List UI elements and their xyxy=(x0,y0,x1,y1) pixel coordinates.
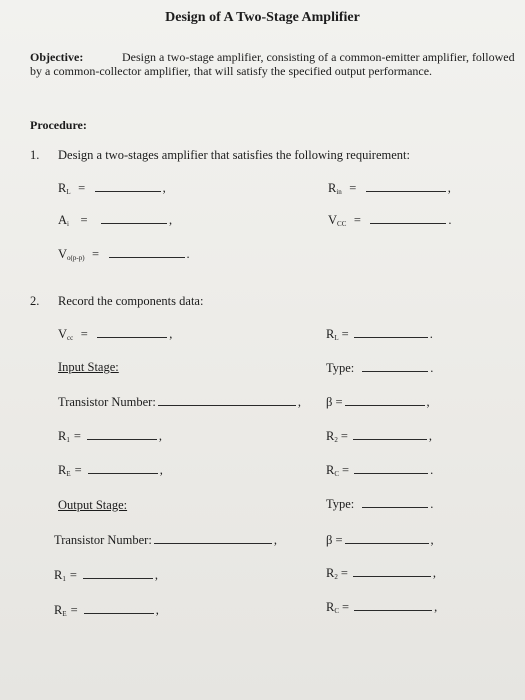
input-re-blank[interactable] xyxy=(88,462,158,474)
req-ai-blank[interactable] xyxy=(101,212,167,224)
procedure-label: Procedure: xyxy=(30,118,87,132)
input-stage-heading: Input Stage: xyxy=(58,360,119,374)
input-rc-field: $R_C$ = . xyxy=(326,463,434,478)
output-rc-field: $R_C$ = , xyxy=(326,600,438,615)
input-transistor-field: Transistor Number: , xyxy=(58,395,301,409)
step-1-text: Design a two-stages amplifier that satisfies the following requirement: xyxy=(58,148,410,162)
objective-paragraph xyxy=(30,50,520,78)
input-re-field: $R_E$ = , xyxy=(58,463,163,478)
output-type-field: Type: . xyxy=(326,497,434,511)
output-transistor-blank[interactable] xyxy=(154,532,272,544)
output-r2-field: $R_2$ = , xyxy=(326,566,437,581)
output-beta-field: β = , xyxy=(326,533,434,547)
step-2-number: 2. xyxy=(30,294,40,308)
output-transistor-field: Transistor Number: , xyxy=(54,533,277,547)
page-title: Design of A Two-Stage Amplifier xyxy=(165,10,360,25)
output-re-blank[interactable] xyxy=(84,602,154,614)
input-beta-field: β = , xyxy=(326,395,430,409)
step-2-text: Record the components data: xyxy=(58,294,204,308)
req-vcc-blank[interactable] xyxy=(370,212,446,224)
output-beta-blank[interactable] xyxy=(345,532,429,544)
output-r1-field: $R_1$ = , xyxy=(54,568,159,583)
req-rl-blank[interactable] xyxy=(95,180,161,192)
input-r1-blank[interactable] xyxy=(87,428,157,440)
input-transistor-blank[interactable] xyxy=(158,394,296,406)
input-rc-blank[interactable] xyxy=(354,462,428,474)
req-vcc-field: $V_{CC}$ = . xyxy=(328,213,452,228)
input-r2-field: $R_2$ = , xyxy=(326,429,433,444)
input-type-field: Type: . xyxy=(326,361,434,375)
objective-label: Objective: xyxy=(30,50,84,64)
output-type-blank[interactable] xyxy=(362,496,428,508)
req-rin-blank[interactable] xyxy=(366,180,446,192)
input-r1-field: $R_1$ = , xyxy=(58,429,163,444)
step-1-number: 1. xyxy=(30,148,40,162)
input-type-blank[interactable] xyxy=(362,360,428,372)
rl-field: $R_L$ = . xyxy=(326,327,433,342)
output-rc-blank[interactable] xyxy=(354,599,432,611)
objective-text: Design a two-stage amplifier, consisting of a common-emitter amplifier, followed by a common-collector amplifier, that will satisfy the specified output performance. xyxy=(30,50,515,78)
input-r2-blank[interactable] xyxy=(353,428,427,440)
req-rl-field: $R_L$ = , xyxy=(58,181,166,196)
vcc-field: $V_{cc}$ = , xyxy=(58,327,173,342)
vcc-blank[interactable] xyxy=(97,326,167,338)
output-r1-blank[interactable] xyxy=(83,567,153,579)
output-re-field: $R_E$ = , xyxy=(54,603,159,618)
input-beta-blank[interactable] xyxy=(345,394,425,406)
output-r2-blank[interactable] xyxy=(353,565,431,577)
req-vout-field: $V_{o(p-p)}$ = . xyxy=(58,247,190,262)
rl-blank[interactable] xyxy=(354,326,428,338)
req-ai-field: $A_i$ = , xyxy=(58,213,173,228)
req-rin-field: $R_{in}$ = , xyxy=(328,181,451,196)
output-stage-heading: Output Stage: xyxy=(58,498,128,512)
req-vout-blank[interactable] xyxy=(109,246,185,258)
